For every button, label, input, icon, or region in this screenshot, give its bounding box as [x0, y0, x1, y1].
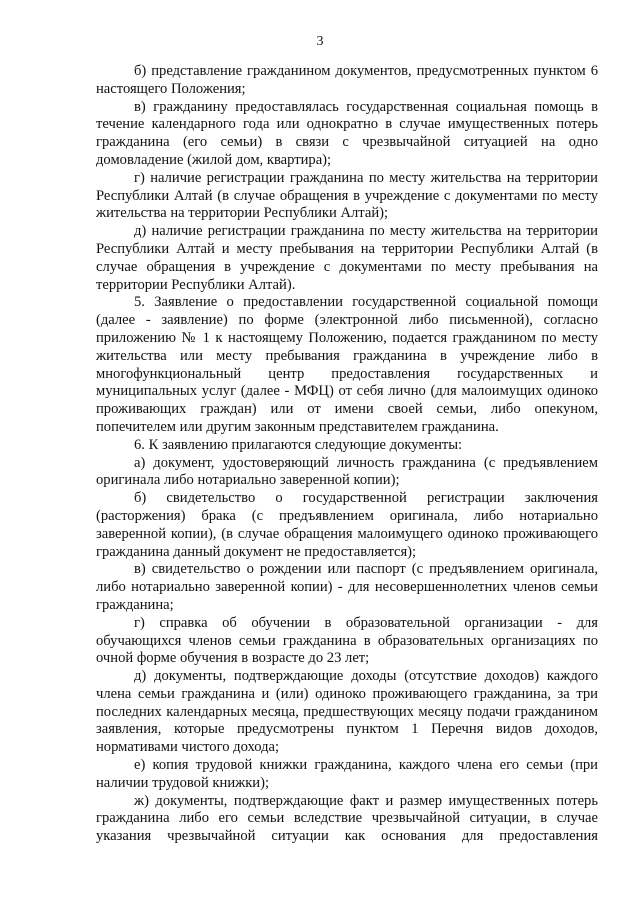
paragraph-e-employment-record: е) копия трудовой книжки гражданина, каждого члена его семьи (при наличии трудовой книжки);: [96, 757, 598, 791]
paragraph-g-education-certificate: г) справка об обучении в образовательной организации - для обучающихся членов семьи гражданина в образовательных организациях по очной форме обучения в возрасте до 23 лет;: [96, 614, 598, 667]
paragraph-d-stay-registration: д) наличие регистрации гражданина по месту жительства на территории Республики Алтай и месту пребывания на территории Республики Алтай (в случае обращения в учреждение с документами по месту пребывания на территории Республики Алтай).: [96, 223, 598, 293]
paragraph-d-income-documents: д) документы, подтверждающие доходы (отсутствие доходов) каждого члена семьи гражданина и (или) одиноко проживающего гражданина, за три последних календарных месяца, предшествующих месяцу подачи гражданином заявления, которые предусмотрены пунктом 1 Перечня видов доходов, нормативами чистого дохода;: [96, 668, 598, 756]
paragraph-v-birth-certificate: в) свидетельство о рождении или паспорт (с предъявлением оригинала, либо нотариально заверенной копии) - для несовершеннолетних членов семьи гражданина;: [96, 561, 598, 613]
paragraph-b-documents: б) представление гражданином документов, предусмотренных пунктом 6 настоящего Положения;: [96, 63, 598, 97]
paragraph-g-residence-registration: г) наличие регистрации гражданина по месту жительства на территории Республики Алтай (в случае обращения в учреждение с документами по месту жительства на территории Республики Алтай);: [96, 169, 598, 222]
document-body: [96, 63, 598, 846]
paragraph-5-application: 5. Заявление о предоставлении государственной социальной помощи (далее - заявление) по форме (электронной либо письменной), согласно приложению № 1 к настоящему Положению, подается гражданином по месту жительства или месту пребывания гражданина в учреждение либо в многофункциональный центр предоставления государственных и муниципальных услуг (далее - МФЦ) от себя лично (для малоимущих одиноко проживающих граждан) или от имени своей семьи, либо опекуном, попечителем или другим законным представителем гражданина.: [96, 294, 598, 435]
page-number: 3: [316, 34, 324, 49]
paragraph-a-identity-document: а) документ, удостоверяющий личность гражданина (с предъявлением оригинала либо нотариально заверенной копии);: [96, 454, 598, 489]
paragraph-b-marriage-certificate: б) свидетельство о государственной регистрации заключения (расторжения) брака (с предъявлением оригинала, либо нотариально заверенной копии), (в случае обращения малоимущего одиноко проживающего гражданина данный документ не предоставляется);: [96, 490, 598, 560]
paragraph-6-documents-list: 6. К заявлению прилагаются следующие документы:: [134, 436, 463, 453]
paragraph-zh-property-loss-documents: ж) документы, подтверждающие факт и размер имущественных потерь гражданина либо его семьи вследствие чрезвычайной ситуации, в случае указания чрезвычайной ситуации как основания для предоставления: [96, 792, 598, 845]
paragraph-v-assistance-provided: в) гражданину предоставлялась государственная социальная помощь в течение календарного года или однократно в случае имущественных потерь гражданина (его семьи) в связи с чрезвычайной ситуацией на одно домовладение (жилой дом, квартира);: [96, 98, 598, 168]
